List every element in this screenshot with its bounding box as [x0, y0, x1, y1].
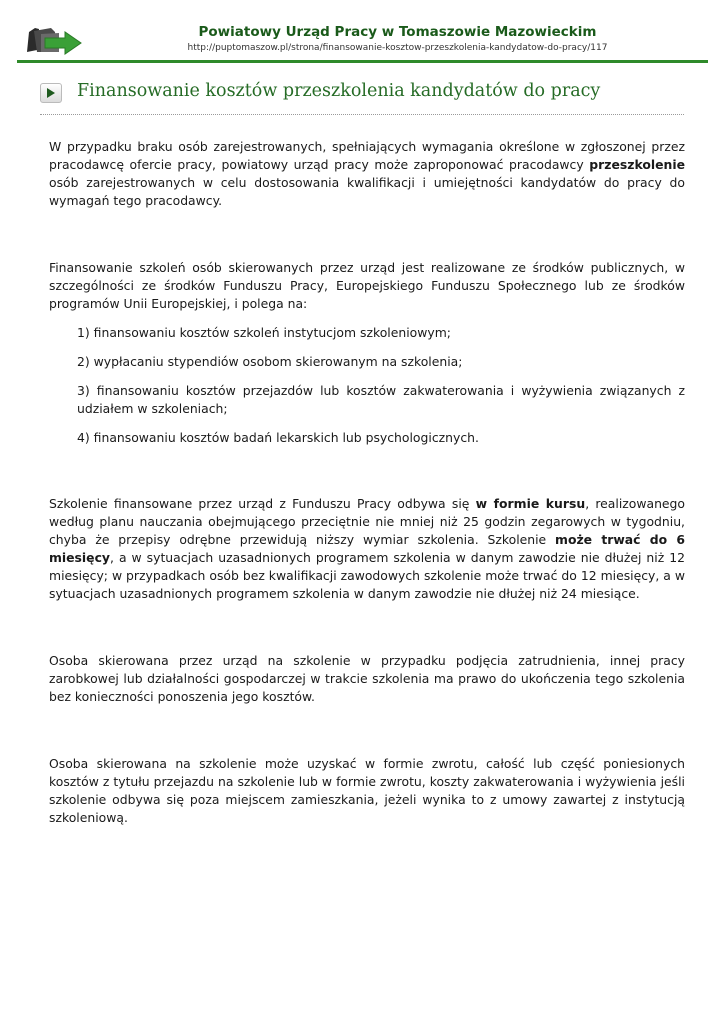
list-item: 2) wypłacaniu stypendiów osobom skierowanym na szkolenia; [77, 354, 463, 369]
paragraph-employment: Osoba skierowana przez urząd na szkolenie w przypadku podjęcia zatrudnienia, innej pracy zarobkowej lub działalności gospodarczej w trakcie szkolenia ma prawo do ukończenia tego szkolenia bez konieczności ponoszenia jego kosztów. [49, 653, 685, 704]
bold-text: w formie kursu [475, 496, 586, 511]
page-title-row [40, 80, 684, 115]
list-item: 1) finansowaniu kosztów szkoleń instytucjom szkoleniowym; [77, 325, 451, 340]
paragraph-financing: Finansowanie szkoleń osób skierowanych przez urząd jest realizowane ze środków publicznych, w szczególności ze środków Funduszu Pracy, Europejskiego Funduszu Społecznego lub ze środków programów Unii Europejskiej, i polega na: [49, 260, 685, 311]
bold-text: przeszkolenie [589, 157, 685, 172]
folder-arrow-logo-icon [25, 22, 83, 56]
paragraph-refund: Osoba skierowana na szkolenie może uzyskać w formie zwrotu, całość lub część poniesionych kosztów z tytułu przejazdu na szkolenie lub w formie zwrotu, koszty zakwaterowania i wyżywienia jeśli szkolenie odbywa się poza miejscem zamieszkania, jeżeli wynika to z umowy zawartej z instytucją szkoleniową. [49, 756, 685, 825]
text-span: Szkolenie finansowane przez urząd z Funduszu Pracy odbywa się [49, 496, 476, 511]
text-span: W przypadku braku osób zarejestrowanych, spełniających wymagania określone w zgłoszonej przez pracodawcę ofercie pracy, powiatowy urząd pracy może zaproponować pracodawcy [49, 139, 685, 172]
arrow-right-icon [40, 83, 62, 103]
text-span: osób zarejestrowanych w celu dostosowania kwalifikacji i umiejętności kandydatów do pracy do wymagań tego pracodawcy. [49, 175, 685, 208]
page-url: http://puptomaszow.pl/strona/finansowanie-kosztow-przeszkolenia-kandydatow-do-pracy/117 [187, 43, 608, 53]
site-title: Powiatowy Urząd Pracy w Tomaszowie Mazowieckim [198, 24, 597, 40]
article-body [49, 138, 685, 827]
paragraph-intro [49, 138, 685, 210]
page-header [17, 18, 708, 63]
list-item: 4) finansowaniu kosztów badań lekarskich lub psychologicznych. [77, 430, 479, 445]
text-span: , a w sytuacjach uzasadnionych programem szkolenia w danym zawodzie nie dłużej niż 12 miesięcy; w przypadkach osób bez kwalifikacji zawodowych szkolenie może trwać do 12 miesięcy, a w sytuacjach uzasadnionych programem szkolenia w danym zawodzie nie dłużej niż 24 miesiące. [49, 550, 685, 601]
page-title: Finansowanie kosztów przeszkolenia kandydatów do pracy [77, 81, 601, 101]
paragraph-course [49, 495, 685, 603]
text-span: , realizowanego według planu nauczania obejmującego przeciętnie nie mniej niż 25 godzin zegarowych w tygodniu, chyba że przepisy odrębne przewidują niższy wymiar szkolenia. Szkolenie [49, 496, 685, 547]
list-item: 3) finansowaniu kosztów przejazdów lub kosztów zakwaterowania i wyżywienia związanych z udziałem w szkoleniach; [77, 383, 685, 416]
bold-text: może trwać do 6 miesięcy [49, 532, 685, 565]
